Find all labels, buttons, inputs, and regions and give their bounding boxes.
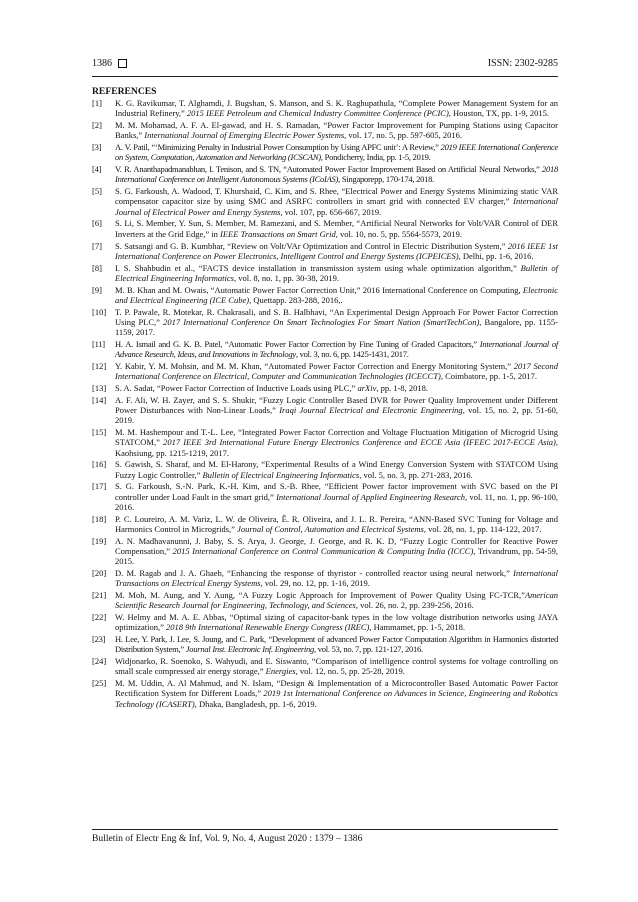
reference-venue: 2017 IEEE 3rd International Future Energy Electronics Conference and ECCE Asia (IFEEC 2017-ECCE Asia) (163, 437, 556, 448)
reference-text: I. S. Shahbudin et al., “FACTS device installation in transmission system using whale optimization algorithm,” (115, 262, 521, 273)
reference-item (92, 514, 558, 534)
reference-text: , Houston, TX, pp. 1-9, 2015. (448, 108, 549, 119)
reference-venue: 2015 International Conference on Control Communication & Computing India (ICCC) (172, 545, 474, 556)
reference-number: [25] (92, 678, 107, 689)
reference-item (92, 656, 558, 676)
reference-item (92, 186, 558, 216)
reference-venue: 2016 IEEE 1st International Conference on Power Electronics, Intelligent Control and Energy Systems (ICPEICES) (115, 240, 558, 261)
reference-list (92, 98, 558, 711)
reference-number: [10] (92, 306, 107, 317)
reference-text: , Pondicherry, India, pp. 1-5, 2019. (320, 152, 431, 163)
reference-text: Widjonarko, R. Soenoko, S. Wahyudi, and E. Siswanto, “Comparison of intelligence control systems for voltage controlling on small scale compressed air energy storage,” (115, 656, 558, 677)
reference-number: [9] (92, 284, 102, 295)
reference-text: K. G. Ravikumar, T. Alghamdi, J. Bugshan, S. Manson, and S. K. Raghupathula, “Complete Power Management System for an Industrial Refinery,” (115, 98, 558, 119)
reference-venue: Electronic and Electrical Engineering (ICE Cube), (115, 284, 558, 305)
reference-item (92, 120, 558, 140)
reference-item (92, 678, 558, 708)
reference-text: Quettapp. 283-288, 2016,. (251, 294, 343, 305)
reference-text: vol. 29, no. 12, pp. 1-16, 2019. (262, 578, 370, 589)
reference-item (92, 307, 558, 337)
reference-number: [16] (92, 459, 107, 470)
reference-text: , Delhi, pp. 1-6, 2016. (458, 250, 534, 261)
reference-number: [6] (92, 218, 102, 229)
reference-number: [11] (92, 338, 105, 349)
reference-text: , vol. 8, no. 1, pp. 30-38, 2019. (233, 272, 340, 283)
reference-text: S. A. Sadat, “Power Factor Correction of Inductive Loads using PLC,” (115, 383, 358, 394)
reference-text: Y. Kabir, Y. M. Mohsin, and M. M. Khan, “Automated Power Factor Correction and Energy Monitoring System,” (115, 361, 514, 371)
reference-venue: 2017 Second International Conference on Electrical, Computer and Communication Technologies (ICECCT), (115, 361, 559, 382)
reference-venue: International Journal of Applied Engineering Research (276, 491, 466, 502)
reference-item (92, 427, 558, 457)
reference-number: [23] (92, 634, 106, 645)
reference-number: [19] (92, 535, 107, 546)
reference-text: , vol. 10, no. 5, pp. 5564-5573, 2019. (335, 228, 463, 239)
reference-text: , Kaohsiung, pp. 1215-1219, 2017. (115, 437, 559, 458)
reference-item (92, 395, 558, 425)
reference-text: , Bangalore, pp. 1155-1159, 2017. (115, 316, 559, 338)
reference-text: , Singaporepp, 170-174, 2018. (338, 174, 435, 185)
reference-text: S. G. Farkoush, A. Wadood, T. Khurshaid, C. Kim, and S. Rhee, “Electrical Power and Energy Systems Minimizing static VAR compensator capacitor size by using SMC and ASRFC controllers in smart grid with connected EV charger,” (115, 186, 558, 207)
reference-item (92, 142, 558, 162)
reference-number: [15] (92, 427, 107, 438)
reference-text: A. F. Ali, W. H. Zayer, and S. S. Shukir, “Fuzzy Logic Controller Based DVR for Power Quality Improvement under Different Power Disturbances with Non-Linear Loads,” (115, 394, 558, 416)
reference-number: [7] (92, 240, 102, 251)
reference-text: D. M. Ragab and J. A. Ghaeb, “Enhancing the response of thyristor - controlled reactor using neural network,” (115, 567, 514, 578)
reference-text: Hammamet, pp. 1-5, 2018. (371, 622, 465, 633)
issn-label: ISSN: 2302-9285 (487, 58, 558, 69)
reference-venue: IEEE Transactions on Smart Grid (220, 228, 336, 239)
reference-item (92, 536, 558, 566)
reference-venue: Bulletin of Electrical Engineering Informatics (115, 262, 559, 283)
reference-text: , vol. 53, no. 7, pp. 121-127, 2016. (314, 644, 423, 655)
reference-number: [20] (92, 567, 107, 578)
reference-text: M. B. Khan and M. Owais, “Automatic Power Factor Correction Unit,” 2016 International Conference on Computing, (115, 284, 523, 295)
reference-item (92, 568, 558, 588)
reference-item (92, 590, 558, 610)
reference-venue: International Journal of Electrical Power and Energy Systems (115, 196, 558, 217)
reference-item (92, 612, 558, 632)
reference-text: A. N. Madhavanunni, J. Baby, S. S. Arya, J. George, J. George, and R. K. D, “Fuzzy Logic Controller for Reactive Power Compensation,” (115, 535, 558, 556)
reference-number: [8] (92, 262, 102, 273)
reference-item (92, 339, 558, 359)
reference-text: S. Gawish, S. Sharaf, and M. El-Harony, “Experimental Results of a Wind Energy Conversion System with STATCOM Using Fuzzy Logic Controller,” (115, 459, 558, 480)
reference-venue: Journal Inst. Electronic Inf. Engineering (185, 644, 315, 655)
reference-venue: 2019 1st International Conference on Advances in Science, Engineering and Robotics Technology (ICASERT) (115, 688, 558, 709)
reference-number: [13] (92, 383, 107, 394)
reference-item (92, 361, 558, 381)
reference-venue: 2018 International Conference on Intelligent Autonomous Systems (ICoIAS) (115, 164, 558, 185)
reference-number: [18] (92, 513, 107, 524)
reference-item (92, 634, 558, 654)
reference-text: M. Moh, M. Aung, and Y. Aung, “A Fuzzy Logic Approach for Improvement of Power Quality Using FC-TCR,” (115, 590, 525, 601)
reference-text: H. A. Ismail and G. K. B. Patel, “Automatic Power Factor Correction by Fine Tuning of Graded Capacitors,” (115, 338, 480, 349)
reference-text: , vol. 11, no. 1, pp. 96-100, 2016. (115, 491, 558, 512)
reference-number: [14] (92, 394, 107, 405)
reference-item (92, 263, 558, 283)
reference-item (92, 383, 558, 393)
reference-text: , vol. 17, no. 5, pp. 597-605, 2016. (344, 130, 462, 141)
page-number: 1386 (92, 58, 112, 69)
reference-number: [5] (92, 186, 102, 197)
reference-text: H. Lee, Y. Park, J. Lee, S. Joung, and C. Park, “Development of advanced Power Factor Computation Algorithm in Harmonics distorted Distribution System,” (115, 634, 558, 655)
reference-number: [21] (92, 590, 107, 601)
reference-venue: Journal of Control, Automation and Electrical Systems (237, 523, 424, 534)
reference-text: P. C. Loureiro, A. M. Variz, L. W. de Oliveira, Ê. R. Oliveira, and J. L. R. Pereira, “ANN-Based SVC Tuning for Voltage and Harmonics Control in Microgrids,” (115, 513, 558, 534)
reference-text: , vol. 28, no. 1, pp. 114-122, 2017. (423, 523, 542, 534)
reference-text: , vol. 107, pp. 656-667, 2019. (280, 206, 382, 217)
reference-text: , Trivandrum, pp. 54-59, 2015. (115, 545, 558, 567)
reference-item (92, 481, 558, 511)
reference-text: S. G. Farkoush, S.-N. Park, K.-H. Kim, and S.-B. Rhee, “Efficient Power factor improvement with SVC based on the PI controller under Load Fault in the smart grid,” (115, 481, 558, 502)
reference-text: S. Li, S. Member, Y. Sun, S. Member, M. Ramezani, and S. Member, “Artificial Neural Networks for Volt/VAR Control of DER Inverters at the Grid Edge,” in (115, 218, 558, 239)
reference-venue: 2018 9th International Renewable Energy Congress (IREC), (166, 622, 372, 633)
reference-text: , pp. 1-8, 2018. (376, 383, 429, 394)
reference-number: [2] (92, 120, 102, 131)
reference-number: [12] (92, 361, 107, 371)
reference-number: [17] (92, 481, 107, 492)
reference-venue: 2017 International Conference On Smart Technologies For Smart Nation (SmartTechCon) (163, 316, 480, 327)
reference-venue: International Transactions on Electrical Energy Systems, (115, 567, 558, 589)
reference-text: , vol. 12, no. 5, pp. 25-28, 2019. (295, 666, 405, 677)
reference-number: [4] (92, 164, 102, 175)
page-header (92, 58, 558, 77)
reference-venue: International Journal of Advance Research, Ideas, and Innovations in Technology (115, 338, 558, 360)
reference-item (92, 164, 558, 184)
reference-venue: Bulletin of Electrical Engineering Informatics (202, 469, 360, 480)
reference-text: , vol. 3, no. 6, pp. 1425-1431, 2017. (295, 349, 409, 360)
reference-venue: International Journal of Emerging Electric Power Systems (144, 130, 345, 141)
reference-text: V. R. Ananthapadmanabhan, I. Tenison, and S. TN, “Automated Power Factor Improvement Based on Artificial Neural Networks,” (115, 164, 542, 175)
reference-number: [3] (92, 142, 102, 153)
reference-text: , Dhaka, Bangladesh, pp. 1-6, 2019. (194, 698, 317, 709)
reference-number: [1] (92, 98, 102, 108)
reference-text: A. V. Patil, “‘Minimizing Penalty in Industrial Power Consumption by Using APFC unit’: A Review,” (115, 142, 441, 153)
reference-item (92, 218, 558, 238)
reference-text: W. Helmy and M. A. E. Abbas, “Optimal sizing of capacitor-bank types in the low voltage distribution networks using JAYA optimization,” (115, 612, 558, 633)
reference-item (92, 459, 558, 479)
reference-item (92, 241, 558, 261)
reference-item (92, 98, 558, 118)
reference-text: T. P. Pawale, R. Motekar, R. Chakrasali, and S. B. Halbhavi, “An Experimental Design Approach For Power Factor Correction Using PLC,” (115, 306, 558, 327)
reference-venue: arXiv (357, 383, 377, 394)
reference-item (92, 285, 558, 305)
reference-text: M. M. Mohamad, A. F. A. El-gawad, and H. S. Ramadan, “Power Factor Improvement for Pumping Stations using Capacitor Banks,” (115, 120, 558, 141)
reference-venue: Iraqi Journal Electrical and Electronic Engineering (279, 405, 463, 416)
reference-venue: 2019 IEEE International Conference on System, Computation, Automation and Networking (ICSCAN) (115, 142, 558, 163)
reference-text: , vol. 5, no. 3, pp. 271-283, 2016. (359, 469, 473, 480)
reference-text: , vol. 15, no. 2, pp. 51-60, 2019. (115, 405, 559, 426)
section-title: REFERENCES (92, 86, 157, 97)
reference-venue: 2015 IEEE Petroleum and Chemical Industry Committee Conference (PCIC) (186, 108, 449, 119)
reference-text: S. Satsangi and G. B. Kumbhar, “Review on Volt/VAr Optimization and Control in Electric Distribution System,” (115, 240, 508, 251)
reference-number: [24] (92, 656, 107, 667)
reference-venue: Energies (265, 666, 296, 677)
reference-text: Coimbatore, pp. 1-5, 2017. (443, 371, 537, 382)
reference-number: [22] (92, 612, 107, 623)
reference-text: M. M. Hashempour and T.-L. Lee, “Integrated Power Factor Correction and Voltage Fluctuation Mitigation of Microgrid Using STATCOM,” (115, 427, 558, 448)
reference-text: vol. 26, no. 2, pp. 239-256, 2016. (358, 600, 474, 611)
reference-text: M. M. Uddin, A. Al Mahmud, and N. Islam, “Design & Implementation of a Microcontroller Based Automatic Power Factor Rectification System for Different Loads,” (115, 678, 558, 699)
page-footer: Bulletin of Electr Eng & Inf, Vol. 9, No. 4, August 2020 : 1379 – 1386 (92, 829, 558, 844)
square-bullet-icon (118, 59, 127, 68)
reference-venue: American Scientific Research Journal for Engineering, Technology, and Sciences, (115, 590, 558, 611)
